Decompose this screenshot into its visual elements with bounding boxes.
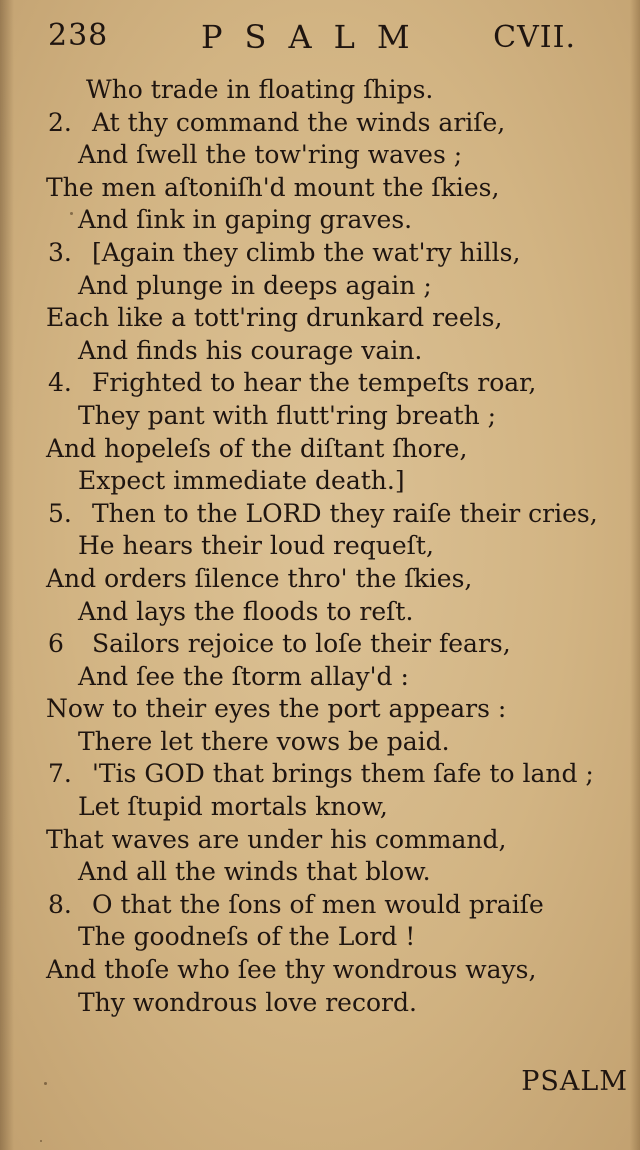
verse-line bbox=[0, 270, 640, 303]
verse-line-text: Then to the LORD they raiſe their cries, bbox=[92, 498, 598, 528]
verse-line bbox=[0, 302, 640, 335]
verse-line bbox=[0, 74, 640, 107]
verse-number: 2. bbox=[48, 107, 72, 137]
verse-number: 7. bbox=[48, 759, 72, 789]
verse-line bbox=[0, 400, 640, 433]
verse-line bbox=[0, 139, 640, 172]
verse-line-text: And ſwell the tow'ring waves ; bbox=[78, 140, 463, 170]
verse-line-text: There let there vows be paid. bbox=[78, 726, 450, 756]
verse-line bbox=[0, 987, 640, 1020]
verse-line bbox=[0, 628, 640, 661]
psalm-number: CVII. bbox=[493, 20, 576, 55]
verse-line bbox=[0, 758, 640, 791]
verse-line bbox=[0, 465, 640, 498]
verse-line-text: And hopeleſs of the diſtant ſhore, bbox=[46, 433, 468, 463]
verse-line-text: They pant with flutt'ring breath ; bbox=[78, 400, 497, 430]
verse-line bbox=[0, 791, 640, 824]
verse-line-text: He hears their loud requeſt, bbox=[78, 531, 434, 561]
verse-line-text: And finds his courage vain. bbox=[78, 335, 423, 365]
verse-number: 4. bbox=[48, 368, 72, 398]
verse-line bbox=[0, 204, 640, 237]
verse-line bbox=[0, 726, 640, 759]
verse-line-text: Sailors rejoice to loſe their fears, bbox=[92, 629, 511, 659]
verse-line bbox=[0, 596, 640, 629]
verse-line-text: And thoſe who ſee thy wondrous ways, bbox=[46, 955, 537, 985]
verse-line bbox=[0, 172, 640, 205]
verse-line bbox=[0, 693, 640, 726]
verse-number: 5. bbox=[48, 498, 72, 528]
verse-line bbox=[0, 237, 640, 270]
verse-line bbox=[0, 824, 640, 857]
verse-line-text: Each like a tott'ring drunkard reels, bbox=[46, 303, 503, 333]
verse-line-text: And lays the floods to reſt. bbox=[78, 596, 414, 626]
verse-line-text: Now to their eyes the port appears : bbox=[46, 694, 507, 724]
verse-line-text: And all the winds that blow. bbox=[78, 857, 431, 887]
verse-line bbox=[0, 367, 640, 400]
ink-speck bbox=[40, 1140, 42, 1142]
verse-line bbox=[0, 433, 640, 466]
verse-line-text: Frighted to hear the tempeſts roar, bbox=[92, 368, 537, 398]
verse-line-text: [Again they climb the wat'ry hills, bbox=[92, 237, 521, 267]
verse-line bbox=[0, 661, 640, 694]
catchword: PSALM bbox=[521, 1066, 628, 1097]
verse-line-text: And plunge in deeps again ; bbox=[78, 270, 432, 300]
ink-speck bbox=[44, 1082, 47, 1085]
verse-line bbox=[0, 530, 640, 563]
verse-line-text: 'Tis GOD that brings them ſafe to land ; bbox=[92, 759, 594, 789]
verse-line-text: Who trade in floating ſhips. bbox=[86, 75, 434, 104]
verse-number: 3. bbox=[48, 237, 72, 267]
verse-line-text: O that the ſons of men would praiſe bbox=[92, 889, 544, 919]
verse-line bbox=[0, 954, 640, 987]
verse-number: 8. bbox=[48, 889, 72, 919]
verse-line-text: Expect immediate death.] bbox=[78, 466, 405, 496]
verse-line-text: Thy wondrous love record. bbox=[78, 987, 417, 1017]
verse-line bbox=[0, 335, 640, 368]
page-number: 238 bbox=[48, 18, 109, 53]
verse-line-text: The goodneſs of the Lord ! bbox=[78, 922, 416, 952]
verse-line bbox=[0, 889, 640, 922]
psalm-text bbox=[0, 74, 640, 1019]
verse-line-text: The men aſtoniſh'd mount the ſkies, bbox=[46, 172, 500, 202]
verse-line bbox=[0, 856, 640, 889]
verse-line-text: Let ſtupid mortals know, bbox=[78, 792, 388, 822]
running-title: PSALM bbox=[201, 18, 432, 56]
verse-number: 6 bbox=[48, 629, 64, 659]
verse-line-text: That waves are under his command, bbox=[46, 824, 507, 854]
verse-line-text: And ſink in gaping graves. bbox=[78, 205, 413, 235]
verse-line bbox=[0, 107, 640, 140]
verse-line bbox=[0, 498, 640, 531]
page-header bbox=[46, 18, 576, 58]
verse-line bbox=[0, 921, 640, 954]
verse-line-text: At thy command the winds ariſe, bbox=[92, 107, 506, 137]
verse-line-text: And orders ſilence thro' the ſkies, bbox=[46, 563, 473, 593]
ink-speck bbox=[70, 212, 73, 215]
verse-line bbox=[0, 563, 640, 596]
verse-line-text: And ſee the ſtorm allay'd : bbox=[78, 661, 409, 691]
